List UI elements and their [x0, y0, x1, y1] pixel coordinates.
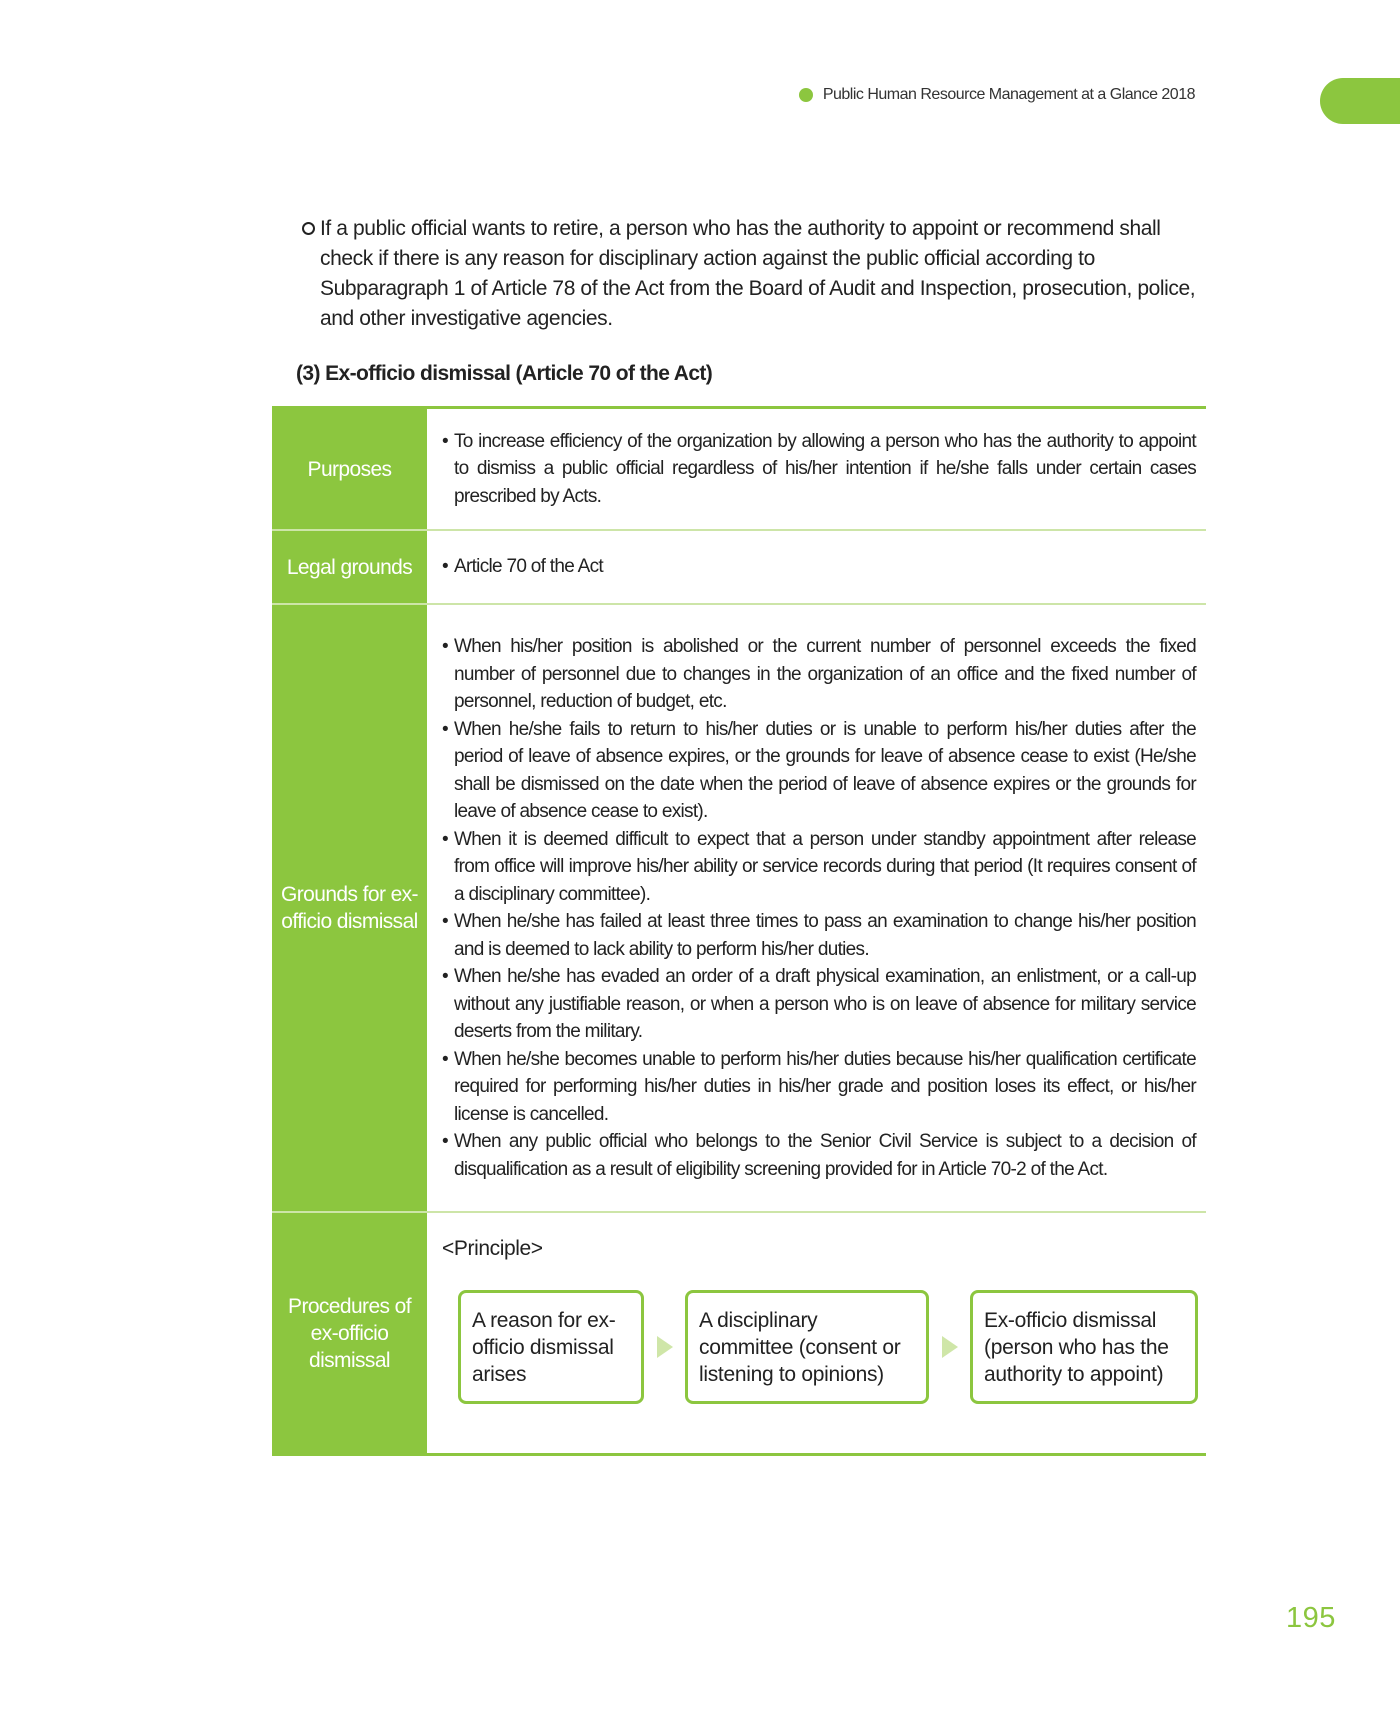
- running-header-title: Public Human Resource Management at a Glance 2018: [822, 86, 1195, 103]
- right-arrow-icon: [942, 1336, 958, 1358]
- legal-grounds-row: [272, 531, 1206, 605]
- grounds-item: • When it is deemed difficult to expect that a person under standby appointment after release from office will improve his/her ability or service records during that period (It requires consent of a disciplinary committee).: [442, 826, 1196, 909]
- procedure-flowchart: [442, 1290, 1198, 1404]
- flow-step-box: A reason for ex-officio dismissal arises: [458, 1290, 644, 1404]
- legal-grounds-content: [430, 531, 1206, 603]
- dismissal-table: [272, 406, 1206, 1456]
- grounds-item: • When he/she has evaded an order of a draft physical examination, an enlistment, or a call-up without any justifiable reason, or when a person who is on leave of absence for military service deserts from the military.: [442, 963, 1196, 1046]
- flow-step-box: A disciplinary committee (consent or listening to opinions): [685, 1290, 929, 1404]
- flow-step-box: Ex-officio dismissal (person who has the authority to appoint): [970, 1290, 1198, 1404]
- legal-grounds-item: • Article 70 of the Act: [442, 553, 1196, 581]
- grounds-item: • When he/she fails to return to his/her duties or is unable to perform his/her duties after the period of leave of absence expires, or the grounds for leave of absence cease to exist (He/she shall be dismissed on the date when the period of leave of absence expires or the grounds for leave of absence cease to exist).: [442, 716, 1196, 826]
- grounds-item: • When he/she has failed at least three times to pass an examination to change his/her position and is deemed to lack ability to perform his/her duties.: [442, 908, 1196, 963]
- hollow-circle-bullet-icon: [302, 222, 315, 235]
- grounds-label: Grounds for ex-officio dismissal: [272, 605, 430, 1211]
- intro-paragraph: [302, 214, 1207, 334]
- purposes-item: • To increase efficiency of the organization by allowing a person who has the authority to appoint to dismiss a public official regardless of his/her intention if he/she falls under certain cases prescribed by Acts.: [442, 428, 1196, 511]
- grounds-content: [430, 605, 1206, 1211]
- principle-heading: <Principle>: [442, 1237, 543, 1260]
- procedures-row: [272, 1213, 1206, 1453]
- grounds-item: • When he/she becomes unable to perform his/her duties because his/her qualification certificate required for performing his/her duties in his/her grade and position loses its effect, or his/her license is cancelled.: [442, 1046, 1196, 1129]
- section-title: (3) Ex-officio dismissal (Article 70 of the Act): [296, 362, 713, 385]
- right-arrow-icon: [657, 1336, 673, 1358]
- grounds-row: [272, 605, 1206, 1213]
- bullet-dot-icon: [799, 88, 813, 102]
- legal-grounds-label: Legal grounds: [272, 531, 430, 603]
- running-header: [799, 86, 1195, 104]
- purposes-label: Purposes: [272, 409, 430, 529]
- purposes-row: [272, 409, 1206, 531]
- intro-text: If a public official wants to retire, a person who has the authority to appoint or recommend shall check if there is any reason for disciplinary action against the public official according to Subparagraph 1 of Article 78 of the Act from the Board of Audit and Inspection, prosecution, police, and other investigative agencies.: [320, 217, 1196, 330]
- purposes-content: [430, 409, 1206, 529]
- procedures-content: [430, 1213, 1208, 1453]
- page-number: 195: [1286, 1602, 1336, 1634]
- chapter-tab: [1320, 78, 1400, 124]
- grounds-item: • When his/her position is abolished or the current number of personnel exceeds the fixed number of personnel due to changes in the organization of an office and the fixed number of personnel, reduction of budget, etc.: [442, 633, 1196, 716]
- procedures-label: Procedures of ex-officio dismissal: [272, 1213, 430, 1453]
- grounds-item: • When any public official who belongs to the Senior Civil Service is subject to a decision of disqualification as a result of eligibility screening provided for in Article 70-2 of the Act.: [442, 1128, 1196, 1183]
